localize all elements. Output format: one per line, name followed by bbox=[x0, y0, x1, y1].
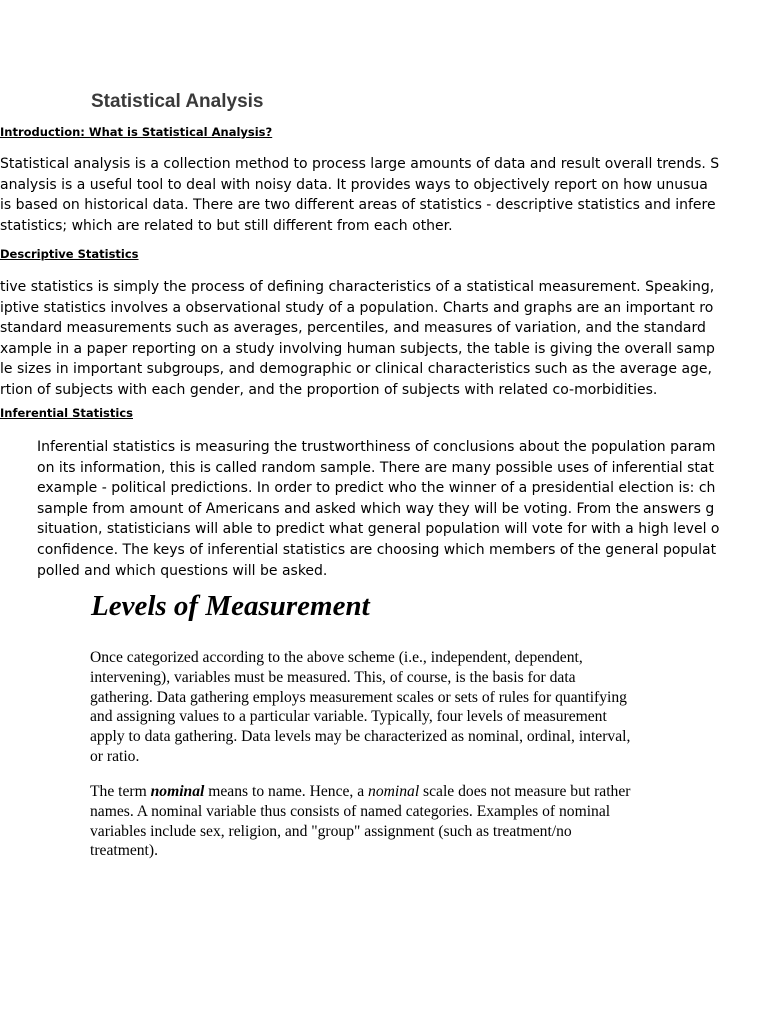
inferential-line: example - political predictions. In order to predict who the winner of a presidential election is: ch bbox=[37, 480, 716, 497]
levels-line: Once categorized according to the above scheme (i.e., independent, dependent, bbox=[90, 649, 583, 666]
levels-line: names. A nominal variable thus consists of named categories. Examples of nominal bbox=[90, 802, 611, 820]
descriptive-line: iptive statistics involves a observational study of a population. Charts and graphs are an important ro bbox=[0, 299, 714, 316]
descriptive-paragraph bbox=[0, 277, 715, 401]
nominal-term-bold: nominal bbox=[150, 783, 205, 800]
inferential-line: Inferential statistics is measuring the trustworthiness of conclusions about the population param bbox=[37, 439, 716, 455]
descriptive-line: tive statistics is simply the process of defining characteristics of a statistical measurement. Speaking, bbox=[0, 279, 715, 295]
inferential-heading: Inferential Statistics bbox=[0, 406, 133, 420]
descriptive-line: standard measurements such as averages, percentiles, and measures of variation, and the standard bbox=[0, 320, 706, 337]
levels-line: intervening), variables must be measured. This, of course, is the basis for data bbox=[90, 668, 576, 686]
levels-line bbox=[90, 782, 630, 802]
intro-line: Statistical analysis is a collection method to process large amounts of data and result overall trends. S bbox=[0, 156, 720, 172]
levels-heading: Levels of Measurement bbox=[91, 590, 370, 622]
descriptive-line: rtion of subjects with each gender, and the proportion of subjects with related co-morbidities. bbox=[0, 381, 658, 398]
levels-line: or ratio. bbox=[90, 747, 140, 765]
inferential-line: on its information, this is called random sample. There are many possible uses of inferential stat bbox=[37, 459, 714, 476]
nominal-term-italic: nominal bbox=[368, 783, 420, 800]
descriptive-line: xample in a paper reporting on a study involving human subjects, the table is giving the overall samp bbox=[0, 340, 715, 357]
intro-paragraph bbox=[0, 154, 719, 236]
levels-line: treatment). bbox=[90, 842, 158, 860]
descriptive-line: le sizes in important subgroups, and demographic or clinical characteristics such as the average age, bbox=[0, 361, 712, 378]
inferential-line: situation, statisticians will able to predict what general population will vote for with a high level o bbox=[37, 521, 720, 538]
descriptive-heading: Descriptive Statistics bbox=[0, 247, 139, 261]
levels-line: apply to data gathering. Data levels may be characterized as nominal, ordinal, interval, bbox=[90, 728, 631, 746]
nominal-text: means to name. Hence, a bbox=[204, 783, 369, 800]
inferential-line: sample from amount of Americans and asked which way they will be voting. From the answers g bbox=[37, 500, 715, 517]
levels-paragraph-2 bbox=[90, 782, 630, 861]
intro-line: is based on historical data. There are two different areas of statistics - descriptive statistics and infere bbox=[0, 197, 716, 214]
levels-line: gathering. Data gathering employs measurement scales or sets of rules for quantifying bbox=[90, 688, 627, 706]
intro-line: analysis is a useful tool to deal with noisy data. It provides ways to objectively report on how unusua bbox=[0, 176, 708, 193]
levels-paragraph-1 bbox=[90, 648, 630, 767]
intro-line: statistics; which are related to but still different from each other. bbox=[0, 217, 453, 234]
inferential-paragraph bbox=[37, 437, 719, 581]
levels-line: variables include sex, religion, and "group" assignment (such as treatment/no bbox=[90, 822, 572, 840]
inferential-line: confidence. The keys of inferential statistics are choosing which members of the general populat bbox=[37, 541, 717, 558]
nominal-text: scale does not measure but rather bbox=[419, 783, 631, 800]
page-title: Statistical Analysis bbox=[91, 91, 264, 112]
levels-line: and assigning values to a particular variable. Typically, four levels of measurement bbox=[90, 708, 607, 726]
intro-heading: Introduction: What is Statistical Analysis? bbox=[0, 125, 273, 139]
inferential-line: polled and which questions will be asked. bbox=[37, 562, 328, 579]
nominal-text: The term bbox=[90, 783, 151, 800]
